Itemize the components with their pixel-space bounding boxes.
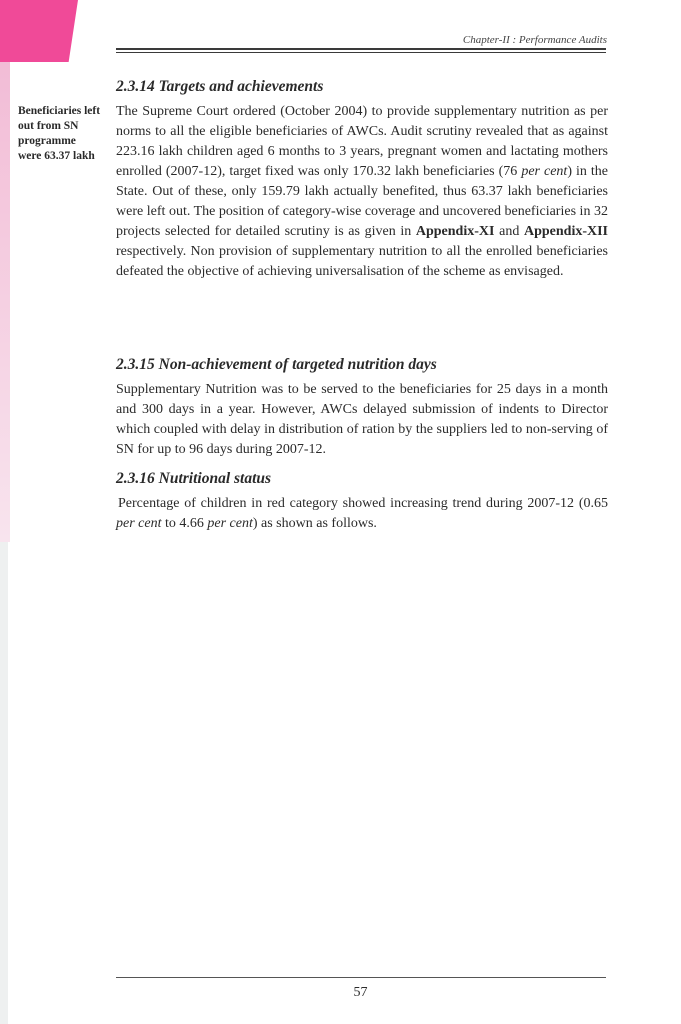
appendix-reference: Appendix-XII — [523, 224, 608, 239]
section-heading: 2.3.15 Non-achievement of targeted nutrition days — [116, 356, 437, 373]
margin-sidenote: Beneficiaries left out from SN programme were 63.37 lakh — [18, 105, 101, 162]
italic-run: per cent — [207, 516, 253, 531]
text-run: ) in the State. Out of these, only 159.79 lakh actually benefited, thus 63.37 lakh beneficiaries were left out. The position of category-wise coverage and uncovered beneficiaries in 32 projects selected for detailed scrutiny is as given in — [116, 164, 608, 239]
section-paragraph — [116, 494, 608, 534]
section-paragraph — [116, 102, 608, 282]
section-heading: 2.3.16 Nutritional status — [116, 470, 272, 487]
page-number: 57 — [353, 985, 368, 1000]
chapter-tab-marker — [0, 0, 78, 62]
appendix-reference: Appendix-XI — [415, 224, 495, 239]
text-run: The Supreme Court ordered (October 2004) to provide supplementary nutrition as per norms to all the eligible beneficiaries of AWCs. Audit scrutiny revealed that as against 223.16 lakh children aged 6 months to 3 years, pregnant women and lactating mothers enrolled (2007-12), target fixed was only 170.32 lakh beneficiaries (76 — [116, 104, 608, 179]
header-rule — [116, 48, 606, 53]
running-header: Chapter-II : Performance Audits — [462, 34, 607, 46]
text-run: ) as shown as follows. — [252, 516, 377, 531]
section-heading: 2.3.14 Targets and achievements — [116, 78, 324, 95]
section-2-3-15 — [116, 356, 608, 460]
italic-run: per cent — [521, 164, 568, 179]
section-paragraph: Supplementary Nutrition was to be served to the beneficiaries for 25 days in a month and 300 days in a year. However, AWCs delayed submission of indents to Director which coupled with delay in distribution of ration by the suppliers led to non-serving of SN for up to 96 days during 2007-12. — [116, 382, 608, 457]
footer-rule — [116, 977, 606, 978]
section-2-3-16 — [116, 470, 608, 534]
text-run: Percentage of children in red category showed increasing trend during 2007-12 (0.65 — [118, 496, 608, 511]
text-run: respectively. Non provision of supplementary nutrition to all the enrolled beneficiaries defeated the objective of achieving universalisation of the scheme as envisaged. — [116, 244, 608, 279]
text-run: and — [494, 224, 524, 239]
page-edge-tint — [0, 62, 10, 542]
text-run: to 4.66 — [161, 516, 208, 531]
italic-run: per cent — [116, 516, 162, 531]
section-2-3-14 — [116, 78, 608, 282]
